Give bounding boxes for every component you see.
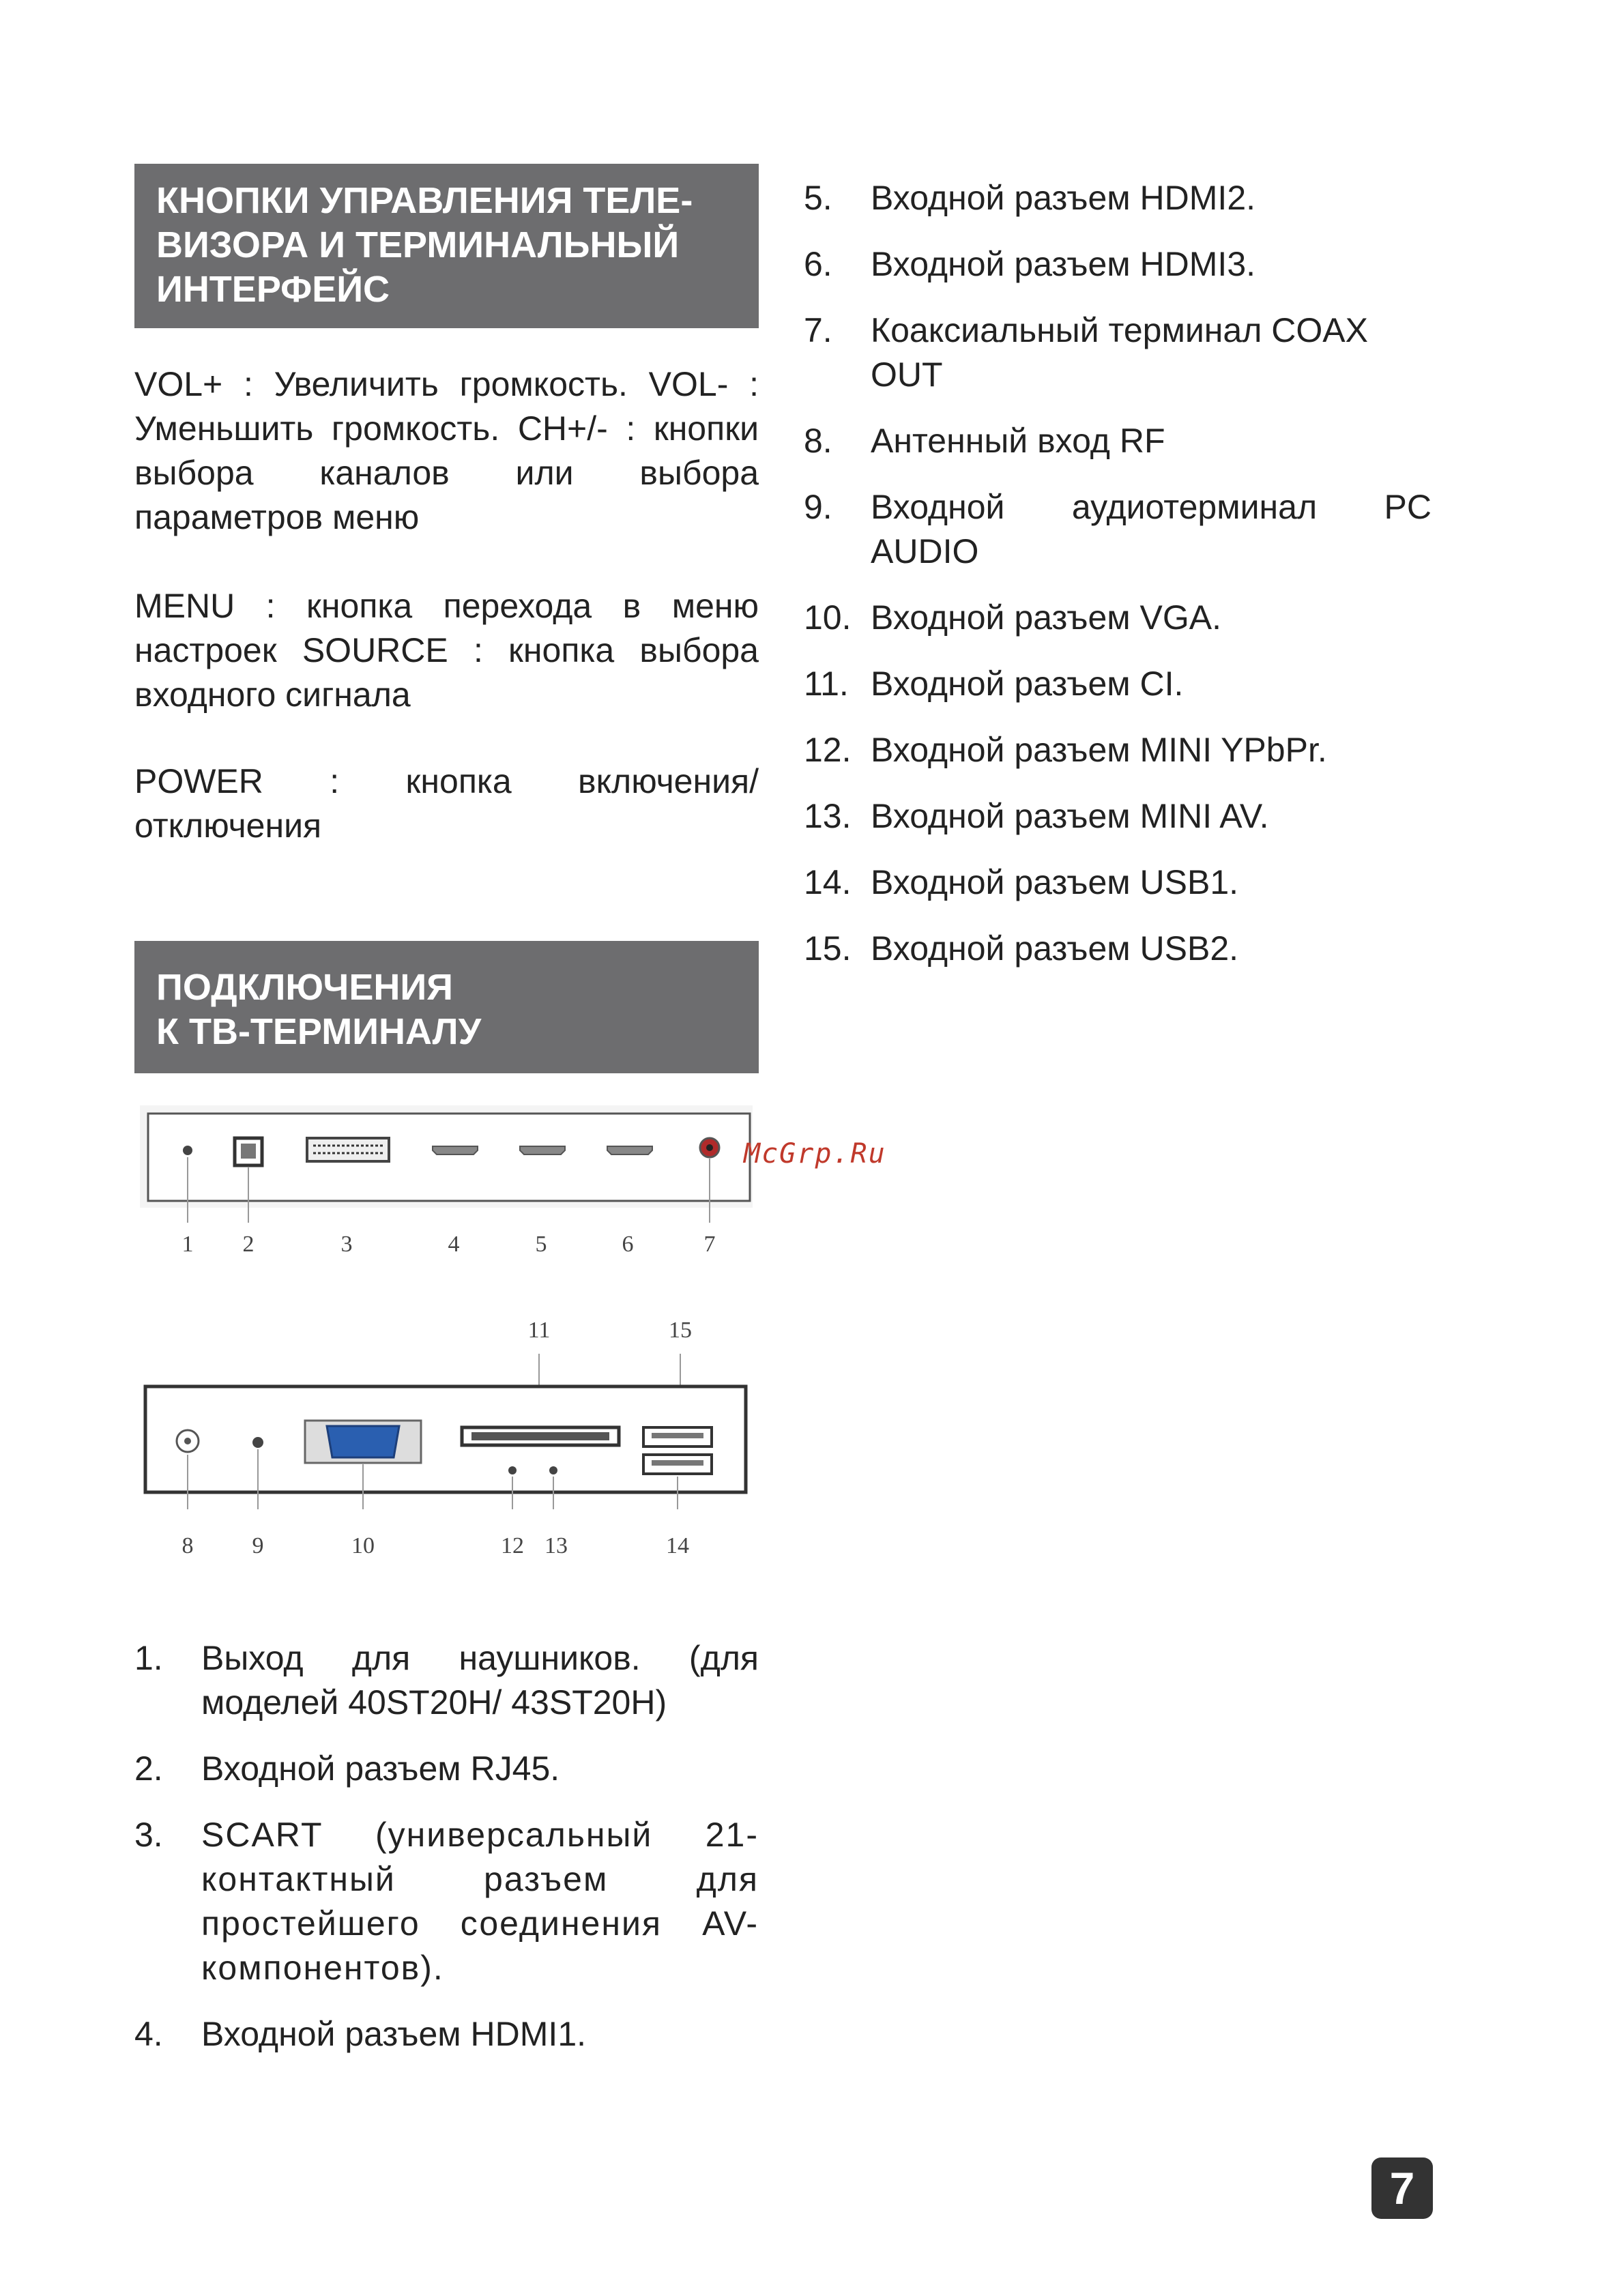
list-item-number: 8. — [804, 422, 832, 460]
label-12: 12 — [501, 1533, 524, 1558]
list-item-text: Входной разъем USB1. — [871, 863, 1239, 901]
connections-heading-line2: К ТВ-ТЕРМИНАЛУ — [156, 1011, 482, 1052]
label-13: 13 — [544, 1533, 568, 1558]
list-item-number: 4. — [134, 2015, 163, 2053]
top-panel — [140, 1105, 753, 1223]
connections-heading-line1: ПОДКЛЮЧЕНИЯ — [156, 967, 453, 1008]
list-item-number: 6. — [804, 245, 832, 283]
list-item-text: Антенный вход RF — [871, 422, 1165, 460]
hdmi3-port-icon — [607, 1146, 652, 1154]
list-item-text: Входной разъем MINI AV. — [871, 797, 1269, 835]
list-item — [804, 860, 1432, 905]
headphone-jack-icon — [183, 1146, 192, 1155]
list-item-number: 15. — [804, 929, 852, 968]
list-item-text: Коаксиальный терминал COAX OUT — [871, 311, 1368, 394]
list-item-number: 3. — [134, 1816, 163, 1854]
label-5: 5 — [535, 1232, 547, 1257]
list-item-number: 1. — [134, 1639, 163, 1677]
page-number-badge: 7 — [1371, 2157, 1433, 2219]
label-9: 9 — [252, 1533, 264, 1558]
label-4: 4 — [448, 1232, 460, 1257]
list-item — [804, 596, 1432, 640]
label-14: 14 — [666, 1533, 689, 1558]
label-6: 6 — [622, 1232, 634, 1257]
list-item — [804, 662, 1432, 706]
list-item — [804, 176, 1432, 220]
list-item-text: Входной разъем VGA. — [871, 598, 1222, 637]
list-item-text: Входной разъем MINI YPbPr. — [871, 731, 1327, 769]
list-item-number: 10. — [804, 598, 852, 637]
right-connector-list — [804, 176, 1432, 993]
controls-para-power-2: отключения — [134, 806, 322, 845]
connections-heading — [134, 941, 759, 1073]
terminal-diagram — [134, 1100, 759, 1598]
list-item-number: 5. — [804, 179, 832, 217]
label-11: 11 — [527, 1318, 551, 1343]
list-item-number: 13. — [804, 797, 852, 835]
mini-av-jack-icon — [549, 1466, 557, 1474]
list-item-number: 12. — [804, 731, 852, 769]
mini-ypbpr-jack-icon — [508, 1466, 517, 1474]
list-item — [804, 242, 1432, 287]
list-item-number: 11. — [804, 665, 849, 703]
hdmi1-port-icon — [433, 1146, 478, 1154]
list-item — [804, 419, 1432, 463]
list-item — [134, 2012, 759, 2057]
bottom-panel — [145, 1386, 746, 1492]
list-item — [804, 794, 1432, 839]
left-column — [134, 164, 759, 1073]
list-item — [804, 927, 1432, 971]
list-item-text: Входной разъем HDMI3. — [871, 245, 1256, 283]
hdmi2-port-icon — [520, 1146, 565, 1154]
label-15: 15 — [669, 1318, 692, 1343]
left-connector-list — [134, 1636, 759, 2078]
label-2: 2 — [242, 1232, 255, 1257]
label-1: 1 — [181, 1232, 194, 1257]
pc-audio-jack-icon — [252, 1437, 263, 1448]
list-item — [804, 485, 1432, 574]
list-item — [804, 728, 1432, 772]
list-item-text: SCART (универсальный 21-контактный разъем для простейшего соединения AV-компонентов). — [201, 1816, 759, 1987]
controls-para-power: POWER : кнопка включения/ — [134, 762, 759, 800]
list-item-text: Входной разъем USB2. — [871, 929, 1239, 968]
label-3: 3 — [340, 1232, 353, 1257]
label-10: 10 — [351, 1533, 375, 1558]
controls-heading: КНОПКИ УПРАВЛЕНИЯ ТЕЛЕ-ВИЗОРА И ТЕРМИНАЛЬНЫЙ ИНТЕРФЕЙС — [134, 164, 759, 328]
list-item — [804, 308, 1432, 397]
watermark: McGrp.Ru — [744, 1138, 886, 1169]
list-item-text: Входной аудиотерминал PC AUDIO — [871, 488, 1432, 570]
list-item-text: Выход для наушников. (для моделей 40ST20H/ 43ST20H) — [201, 1639, 759, 1721]
controls-para-menu: MENU : кнопка перехода в меню настроек SOURCE : кнопка выбора входного сигнала — [134, 587, 759, 714]
list-item-number: 9. — [804, 488, 832, 526]
list-item-text: Входной разъем HDMI1. — [201, 2015, 587, 2053]
list-item — [134, 1636, 759, 1725]
list-item-text: Входной разъем RJ45. — [201, 1749, 560, 1788]
list-item-number: 2. — [134, 1749, 163, 1788]
list-item-number: 14. — [804, 863, 852, 901]
label-7: 7 — [703, 1232, 716, 1257]
controls-para-vol: VOL+ : Увеличить громкость. VOL- : Уменьшить громкость. CH+/- : кнопки выбора каналов или выбора параметров меню — [134, 365, 759, 536]
list-item-number: 7. — [804, 311, 832, 349]
label-8: 8 — [181, 1533, 194, 1558]
list-item-text: Входной разъем CI. — [871, 665, 1184, 703]
list-item — [134, 1813, 759, 1990]
scart-port-icon — [307, 1138, 389, 1161]
list-item — [134, 1747, 759, 1791]
list-item-text: Входной разъем HDMI2. — [871, 179, 1256, 217]
